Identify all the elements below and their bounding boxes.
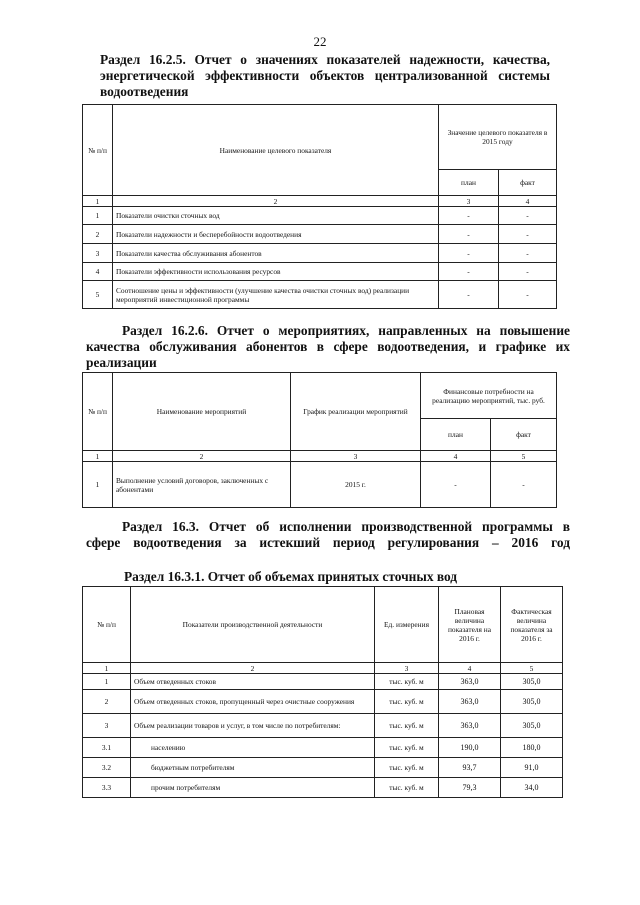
row-fact: 180,0 — [501, 738, 563, 758]
title-line: водоотведения — [100, 84, 189, 99]
column-number: 2 — [113, 196, 439, 207]
row-plan: 363,0 — [439, 690, 501, 714]
header-unit: Ед. измерения — [375, 587, 439, 663]
header-schedule: График реализации мероприятий — [291, 373, 421, 451]
row-plan: 363,0 — [439, 714, 501, 738]
row-no: 4 — [83, 263, 113, 281]
row-fact: 34,0 — [501, 778, 563, 798]
row-name: бюджетным потребителям — [131, 758, 375, 778]
row-no: 1 — [83, 207, 113, 225]
row-plan: - — [439, 263, 499, 281]
header-plan: план — [421, 419, 491, 451]
column-number: 3 — [375, 663, 439, 674]
title-line: сфере водоотведения за истекший период регулирования – 2016 год — [86, 535, 570, 550]
row-fact: - — [491, 462, 557, 508]
row-plan: 93,7 — [439, 758, 501, 778]
indicators-table — [82, 104, 557, 309]
table-row — [83, 263, 557, 281]
row-name: Показатели очистки сточных вод — [113, 207, 439, 225]
column-number: 5 — [501, 663, 563, 674]
row-name: Объем отведенных стоков, пропущенный через очистные сооружения — [131, 690, 375, 714]
title-line: качества обслуживания абонентов в сфере водоотведения, и графике их — [86, 339, 570, 354]
column-number: 5 — [491, 451, 557, 462]
title-line: Раздел 16.2.5. Отчет о значениях показателей надежности, качества, — [100, 52, 550, 67]
table-row — [83, 225, 557, 244]
row-no: 3 — [83, 714, 131, 738]
row-plan: - — [439, 244, 499, 263]
header-indicator-name: Наименование целевого показателя — [113, 105, 439, 196]
row-no: 5 — [83, 281, 113, 309]
row-fact: - — [499, 207, 557, 225]
header-indicator-name: Показатели производственной деятельности — [131, 587, 375, 663]
row-unit: тыс. куб. м — [375, 758, 439, 778]
row-plan: 363,0 — [439, 674, 501, 690]
column-number: 2 — [113, 451, 291, 462]
row-no: 3 — [83, 244, 113, 263]
row-plan: - — [439, 207, 499, 225]
table-row — [83, 758, 563, 778]
header-no: № п/п — [83, 373, 113, 451]
table-row — [83, 244, 557, 263]
row-plan: 79,3 — [439, 778, 501, 798]
header-plan: план — [439, 170, 499, 196]
row-plan: 190,0 — [439, 738, 501, 758]
row-unit: тыс. куб. м — [375, 674, 439, 690]
row-unit: тыс. куб. м — [375, 738, 439, 758]
row-fact: 305,0 — [501, 714, 563, 738]
table-row — [83, 714, 563, 738]
column-number: 2 — [131, 663, 375, 674]
column-number: 4 — [439, 663, 501, 674]
row-no: 1 — [83, 462, 113, 508]
row-name: Показатели качества обслуживания абонентов — [113, 244, 439, 263]
section-16-2-5-title — [100, 52, 550, 100]
title-line: энергетической эффективности объектов централизованной системы — [100, 68, 550, 83]
title-line: Раздел 16.2.6. Отчет о мероприятиях, направленных на повышение — [122, 323, 570, 338]
row-name: Объем реализации товаров и услуг, в том числе по потребителям: — [131, 714, 375, 738]
row-no: 3.2 — [83, 758, 131, 778]
row-fact: - — [499, 281, 557, 309]
table-row — [83, 281, 557, 309]
column-number: 3 — [291, 451, 421, 462]
header-no: № п/п — [83, 587, 131, 663]
row-fact: 91,0 — [501, 758, 563, 778]
row-name: Соотношение цены и эффективности (улучшение качества очистки сточных вод) реализации мероприятий инвестиционной программы — [113, 281, 439, 309]
row-fact: - — [499, 225, 557, 244]
section-16-3-title — [86, 519, 570, 551]
table-row — [83, 462, 557, 508]
row-fact: - — [499, 244, 557, 263]
row-fact: 305,0 — [501, 674, 563, 690]
measures-table — [82, 372, 557, 508]
row-no: 2 — [83, 225, 113, 244]
title-line: Раздел 16.3. Отчет об исполнении производственной программы в — [122, 519, 570, 534]
header-value-group: Значение целевого показателя в 2015 году — [439, 105, 557, 170]
row-fact: - — [499, 263, 557, 281]
page-number: 22 — [313, 34, 327, 49]
row-unit: тыс. куб. м — [375, 714, 439, 738]
row-no: 3.3 — [83, 778, 131, 798]
table-row — [83, 690, 563, 714]
column-number: 1 — [83, 663, 131, 674]
column-number: 3 — [439, 196, 499, 207]
row-name: населению — [131, 738, 375, 758]
section-16-3-1-title: Раздел 16.3.1. Отчет об объемах принятых сточных вод — [124, 569, 458, 584]
column-number: 1 — [83, 196, 113, 207]
header-fact: факт — [491, 419, 557, 451]
title-line: реализации — [86, 355, 157, 370]
header-fact: Фактическая величина показателя за 2016 г. — [501, 587, 563, 663]
row-name: Показатели надежности и бесперебойности водоотведения — [113, 225, 439, 244]
column-number: 4 — [421, 451, 491, 462]
row-name: прочим потребителям — [131, 778, 375, 798]
section-16-2-6-title — [86, 323, 570, 371]
row-schedule: 2015 г. — [291, 462, 421, 508]
column-number: 1 — [83, 451, 113, 462]
row-plan: - — [439, 225, 499, 244]
row-plan: - — [421, 462, 491, 508]
row-no: 2 — [83, 690, 131, 714]
row-plan: - — [439, 281, 499, 309]
row-fact: 305,0 — [501, 690, 563, 714]
row-no: 3.1 — [83, 738, 131, 758]
header-measure-name: Наименование мероприятий — [113, 373, 291, 451]
wastewater-volumes-table — [82, 586, 563, 798]
header-no: № п/п — [83, 105, 113, 196]
header-fact: факт — [499, 170, 557, 196]
table-row — [83, 207, 557, 225]
column-number: 4 — [499, 196, 557, 207]
row-name: Объем отведенных стоков — [131, 674, 375, 690]
row-name: Выполнение условий договоров, заключенных с абонентами — [113, 462, 291, 508]
row-name: Показатели эффективности использования ресурсов — [113, 263, 439, 281]
table-row — [83, 674, 563, 690]
header-plan: Плановая величина показателя на 2016 г. — [439, 587, 501, 663]
table-row — [83, 778, 563, 798]
table-row — [83, 738, 563, 758]
row-unit: тыс. куб. м — [375, 690, 439, 714]
header-finance-group: Финансовые потребности на реализацию мероприятий, тыс. руб. — [421, 373, 557, 419]
row-no: 1 — [83, 674, 131, 690]
row-unit: тыс. куб. м — [375, 778, 439, 798]
